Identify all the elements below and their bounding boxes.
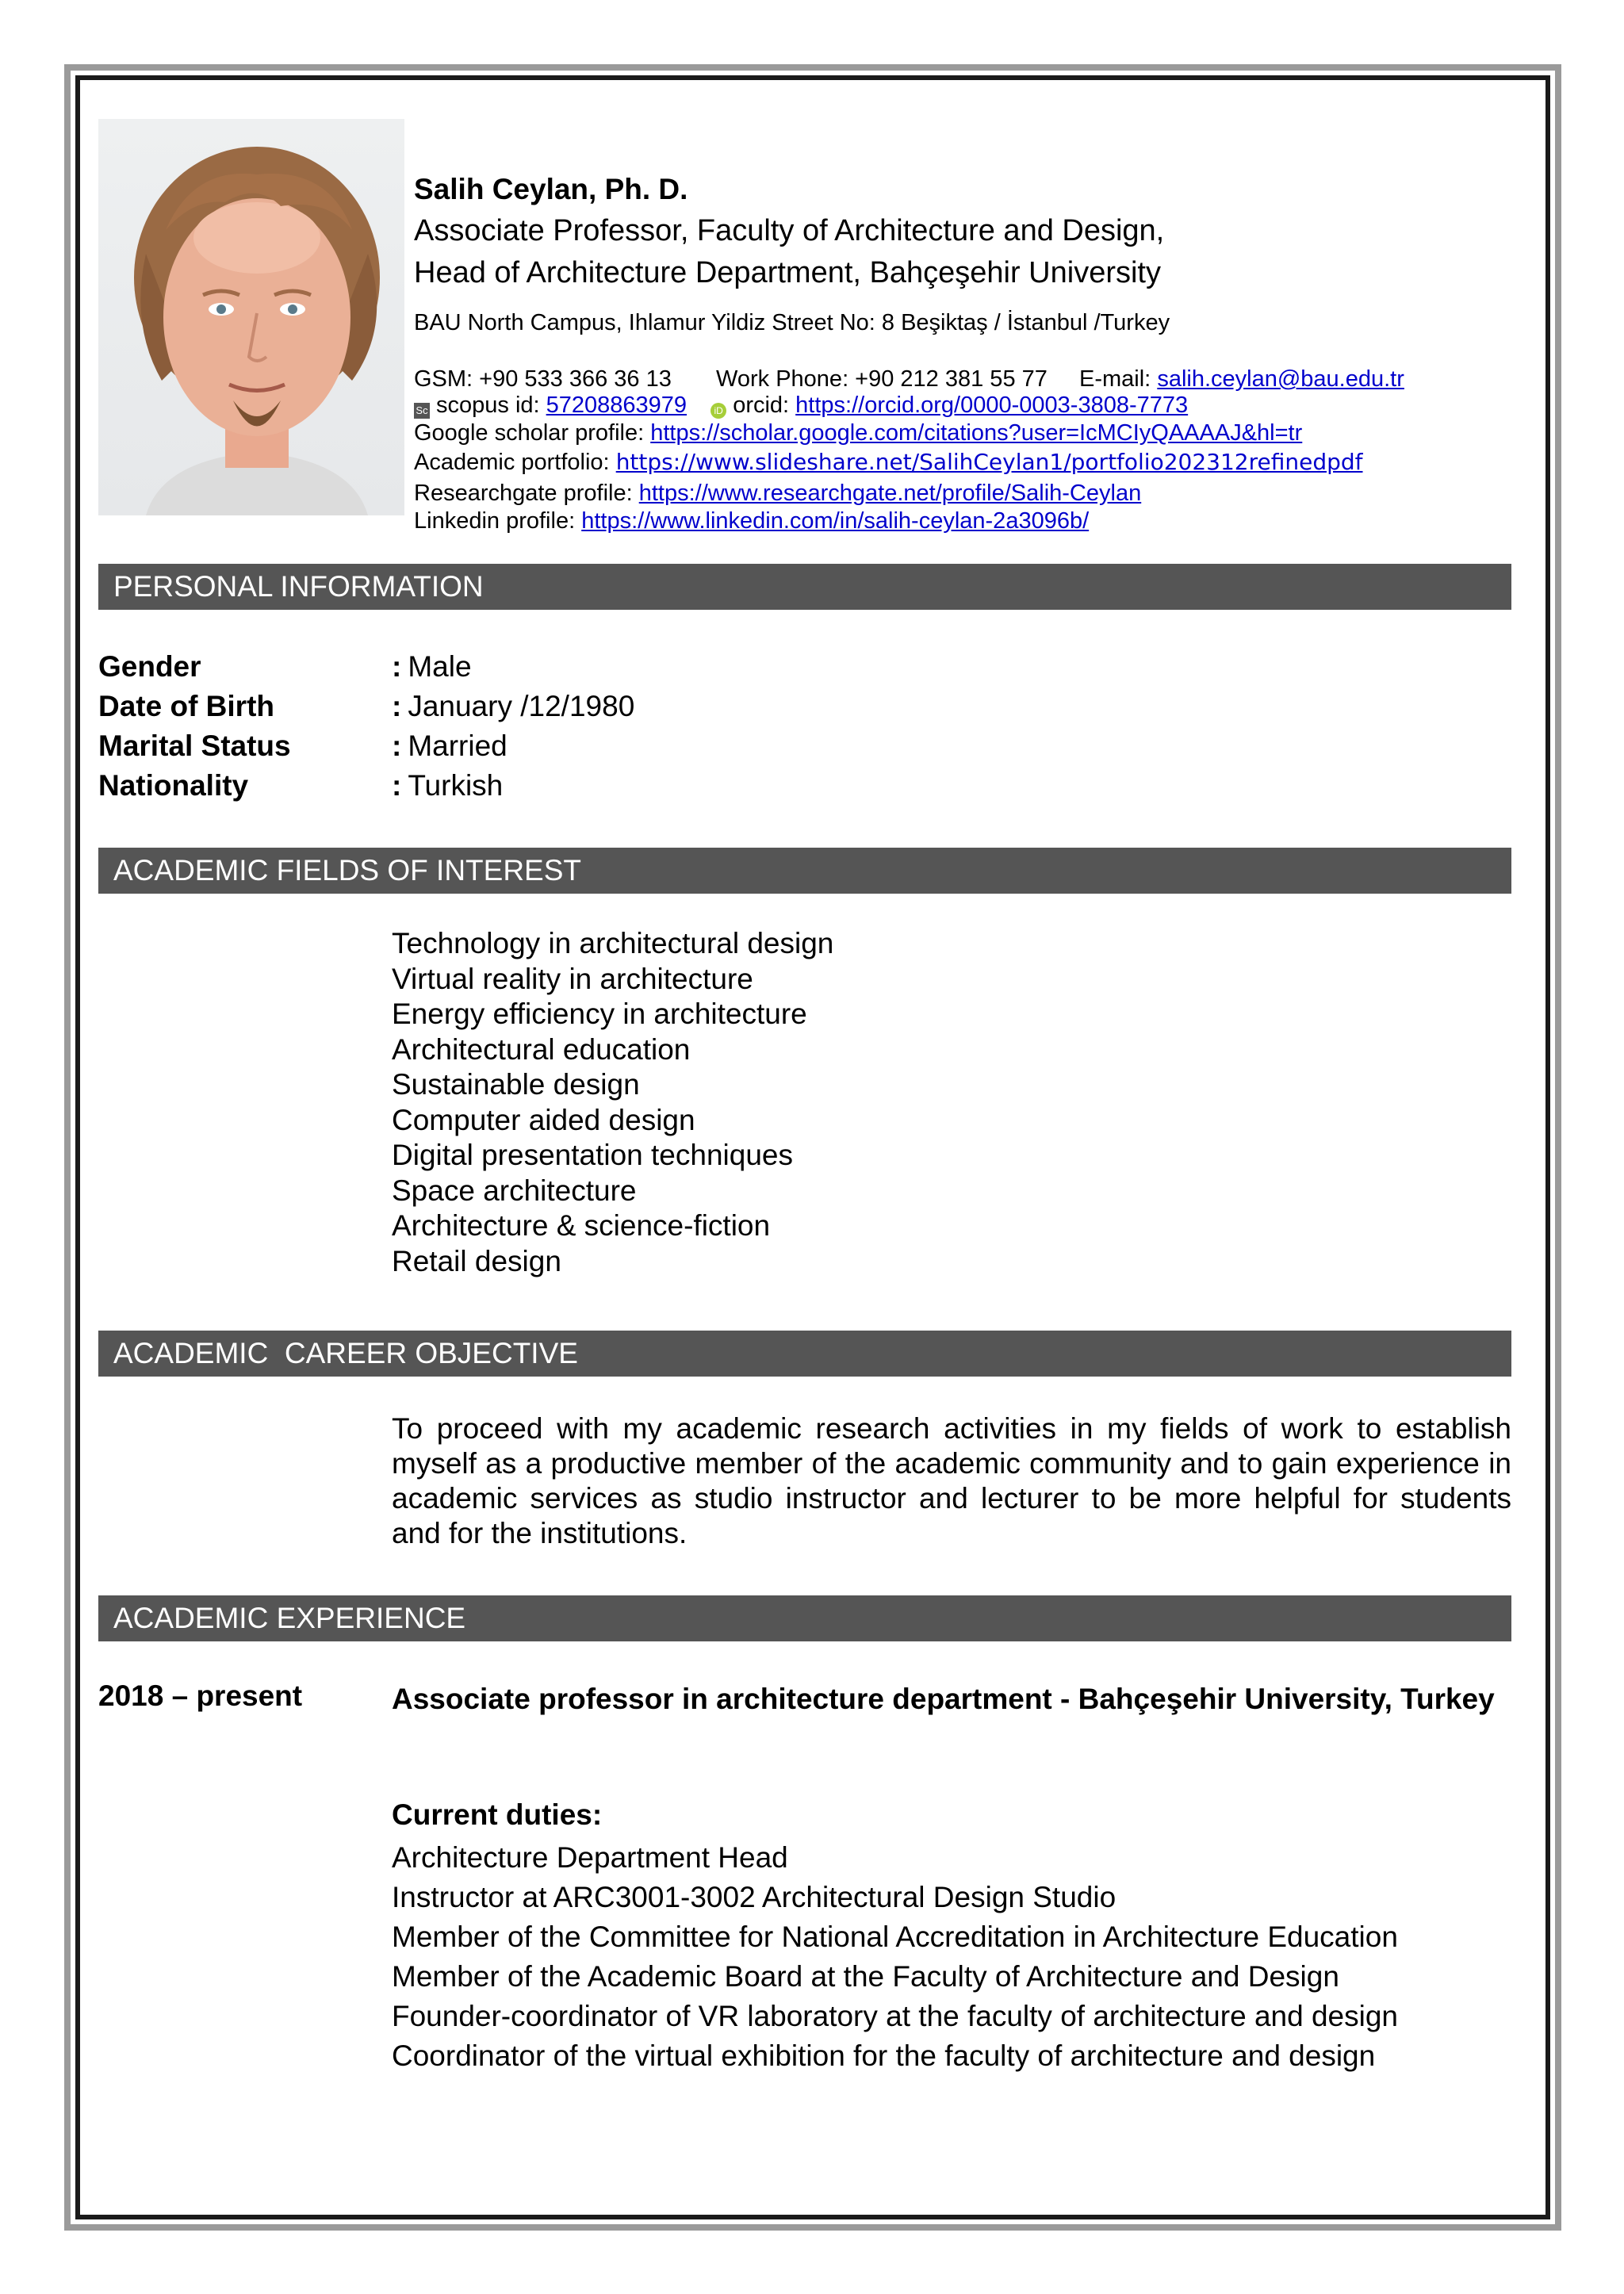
experience-date: 2018 – present (98, 1679, 303, 1712)
address: BAU North Campus, Ihlamur Yildiz Street No: 8 Beşiktaş / İstanbul /Turkey (414, 310, 1170, 335)
linkedin-label: Linkedin profile: (414, 508, 576, 534)
list-item: Architectural education (392, 1032, 691, 1066)
list-item: Architecture Department Head (392, 1841, 788, 1874)
portfolio-link[interactable]: https://www.slideshare.net/SalihCeylan1/portfolio202312refinedpdf (615, 449, 1363, 475)
scopus-id-link[interactable]: 57208863979 (546, 393, 688, 418)
list-item: Member of the Academic Board at the Faculty of Architecture and Design (392, 1960, 1339, 1993)
section-personal-information: PERSONAL INFORMATION (98, 564, 1511, 610)
section-academic-career-objective: ACADEMIC CAREER OBJECTIVE (98, 1331, 1511, 1377)
duties-list (392, 1838, 1398, 2076)
list-item: Coordinator of the virtual exhibition for the faculty of architecture and design (392, 2039, 1376, 2072)
orcid-label: orcid: (733, 393, 790, 418)
scopus-label: scopus id: (436, 393, 540, 418)
label-nationality: Nationality (98, 769, 249, 802)
researchgate-label: Researchgate profile: (414, 481, 633, 506)
label-marital-status: Marital Status (98, 730, 291, 762)
list-item: Retail design (392, 1244, 561, 1277)
scopus-icon: Sc (414, 403, 430, 419)
gsm: GSM: +90 533 366 36 13 (414, 366, 672, 392)
scholar-line (414, 420, 1302, 446)
researchgate-link[interactable]: https://www.researchgate.net/profile/Salih-Ceylan (638, 481, 1142, 506)
list-item: Sustainable design (392, 1068, 640, 1101)
list-item: Founder-coordinator of VR laboratory at the faculty of architecture and design (392, 2000, 1398, 2032)
job-title-line-1: Associate Professor, Faculty of Architecture and Design, (414, 214, 1165, 247)
experience-title: Associate professor in architecture department - Bahçeşehir University, Turkey (392, 1683, 1495, 1715)
list-item: Computer aided design (392, 1103, 695, 1136)
duties-heading: Current duties: (392, 1798, 603, 1831)
objective-text: To proceed with my academic research activities in my fields of work to establish myself as a productive member of the academic community and to gain experience in academic services as studio instructor and lecturer to be more helpful for students and for the institutions. (392, 1412, 1511, 1549)
email-link[interactable]: salih.ceylan@bau.edu.tr (1157, 366, 1404, 392)
portfolio-line (414, 449, 1363, 476)
email-label: E-mail: (1079, 366, 1151, 392)
person-name: Salih Ceylan, Ph. D. (414, 173, 688, 205)
orcid-link[interactable]: https://orcid.org/0000-0003-3808-7773 (795, 393, 1189, 418)
interests-list (392, 926, 833, 1279)
list-item: Member of the Committee for National Accreditation in Architecture Education (392, 1921, 1398, 1953)
value-nationality: : Turkish (392, 769, 504, 802)
contact-line (414, 366, 1404, 393)
profile-photo (98, 119, 404, 515)
list-item: Instructor at ARC3001-3002 Architectural Design Studio (392, 1881, 1116, 1913)
label-date-of-birth: Date of Birth (98, 690, 274, 722)
value-gender: : Male (392, 650, 472, 683)
linkedin-link[interactable]: https://www.linkedin.com/in/salih-ceylan-2a3096b/ (581, 508, 1090, 534)
portfolio-label: Academic portfolio: (414, 450, 610, 475)
section-academic-experience: ACADEMIC EXPERIENCE (98, 1595, 1511, 1641)
list-item: Energy efficiency in architecture (392, 998, 807, 1030)
list-item: Architecture & science-fiction (392, 1209, 771, 1242)
ids-line (414, 393, 1188, 419)
researchgate-line (414, 481, 1141, 507)
section-academic-fields-of-interest: ACADEMIC FIELDS OF INTEREST (98, 848, 1511, 894)
value-date-of-birth: : January /12/1980 (392, 690, 635, 722)
orcid-icon: iD (710, 403, 726, 419)
job-title-line-2: Head of Architecture Department, Bahçeşehir University (414, 256, 1161, 289)
linkedin-line (414, 508, 1089, 534)
value-marital-status: : Married (392, 730, 508, 762)
work-phone: Work Phone: +90 212 381 55 77 (716, 366, 1048, 392)
scholar-link[interactable]: https://scholar.google.com/citations?user=IcMCIyQAAAAJ&hl=tr (650, 420, 1303, 446)
list-item: Digital presentation techniques (392, 1139, 793, 1171)
list-item: Virtual reality in architecture (392, 962, 753, 995)
label-gender: Gender (98, 650, 201, 683)
scholar-label: Google scholar profile: (414, 420, 645, 446)
list-item: Technology in architectural design (392, 927, 834, 959)
list-item: Space architecture (392, 1174, 637, 1207)
